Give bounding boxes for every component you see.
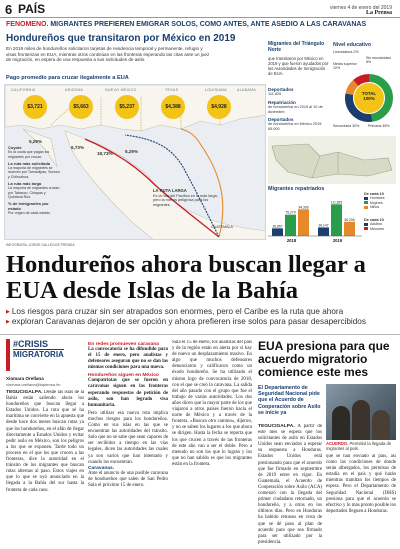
bar-value-label: 75,279	[285, 210, 296, 215]
state-label: LOUISIANA	[205, 88, 227, 92]
bar-honduras-2019	[331, 204, 342, 236]
crisis-logo	[6, 339, 64, 371]
bar-value-label: 111,825	[330, 200, 343, 205]
photo-figure	[372, 410, 390, 440]
bar-legend-title: De cada 10	[364, 218, 384, 222]
byline: Xiomara Orellana	[6, 376, 44, 381]
dateline: TEGUCIGALPA.	[258, 424, 295, 429]
bar-category-label: 2019	[332, 238, 343, 243]
side-article-lead: El Departamento de Seguridad Nacional pide que el Acuerdo de Cooperación sobre Asilo se inicie ya	[258, 385, 321, 416]
header-paper-name: La Prensa	[365, 10, 392, 16]
divider	[0, 334, 400, 335]
triangle-stat-label: Repatriación	[268, 100, 296, 105]
edu-label: Secundaria 30%	[333, 124, 360, 128]
bar-honduras-2018	[285, 215, 296, 236]
bar-value-label: 94,306	[298, 205, 309, 210]
deck-line: ▶ exploran Caravanas dejaron de ser opción y ahora prefieren irse solos para pasar desapercibidos	[6, 317, 398, 327]
photo-figure	[352, 400, 370, 440]
column-text: A partir de este mes se espera que los solicitantes de asilo en Estados Unidos sean enviados a esperar su respuesta a Honduras. Estados Unidos está presionando para que el acuerdo que fue firmado en septiembre de 2019 entre en vigor. En Guatemala, el Acuerdo de Cooperación sobre Asilo (ACA) comenzó con la llegada del primer ciudadano retornado, un hondureño, y a otros en los últimos días. Pero en Honduras ha habido retrasos en vista de que se dé paso al plan de acuerdo para que sea firmado para ser utilizado por la presidencia.	[258, 424, 322, 545]
caption-label: ACUERDO.	[326, 441, 349, 446]
state-label: TEXAS	[165, 88, 179, 92]
bar-legend-item: Adultos	[364, 222, 398, 226]
percent-label: 6,73%	[71, 145, 85, 150]
price-circle: $5,663	[69, 95, 93, 119]
article-column-2	[88, 340, 168, 546]
central-america-map	[268, 136, 396, 184]
article-column-3	[172, 340, 252, 546]
side-article-column-b	[326, 454, 396, 546]
column-text: Pero utilizar esa nueva ruta implica muchos riesgos para los hondureños. Como en sus islas en las que se encuentran las autoridades del tránsito. Solo que no se sabe que sean capaces de ser recibidos a tiempo en las vías legales, dicen las autoridades las cuales ya son varios que han intentado y cuando los encuentran.	[88, 410, 168, 465]
triangle-stat-label: Deportados	[268, 117, 294, 122]
side-article-title: EUA presiona para que acuerdo migratorio comience este mes	[258, 339, 390, 379]
bar-legend-title: De cada 10	[364, 192, 384, 196]
kicker	[6, 21, 396, 28]
bar-value-label: 26,857	[272, 224, 283, 229]
bar-legend-1	[364, 192, 398, 210]
bar-legend-2	[364, 218, 398, 231]
state-label: CALIFORNIA	[11, 88, 36, 92]
price-circle: $5,237	[115, 95, 139, 119]
percent-label: 18,73%	[97, 151, 113, 156]
triangle-stat	[268, 101, 330, 114]
infographic-intro: En 2019 miles de hondureños solicitaron tarjetas de residencia temporal y permanente, refugio y visas fronterizas en EUA, mientras otros continúan en las fronteras esperando las citas ante un juez de migración, en espera de una respuesta a sus solicitudes de asilo.	[6, 46, 210, 63]
bar-legend-item: Niños	[364, 205, 398, 209]
migration-map	[4, 84, 266, 240]
edu-label: Primaria 48%	[368, 124, 390, 128]
column-text: Ante el anuncio de una posible caravana de hondureños que salen de San Pedro Sula el próximo 15 de enero.	[88, 470, 168, 488]
article-column-1	[6, 390, 84, 546]
page-header	[0, 0, 400, 18]
bar-chart-title: Migrantes repatriados	[268, 186, 325, 192]
photo-caption	[326, 441, 396, 451]
triangle-stat	[268, 88, 330, 97]
photo-figure	[332, 406, 350, 440]
article-headline: Hondureños ahora buscan llegar a EUA desde Islas de la Bahía	[6, 251, 366, 304]
route-text: Es la ruta del Pacífico en la más larga, pero la menos peligrosa para los migrantes.	[153, 193, 218, 207]
note-text: La convocatoria se ha difundido para el 15 de enero, pero analistas y defensores aseguran que no se dan las mismas condiciones para una nueva.	[88, 347, 168, 371]
bar-chart	[268, 194, 362, 244]
kicker-text: MIGRANTES PREFIEREN EMIGRAR SOLOS, COMO ANTES, ANTE ASEDIO A LAS CARAVANAS	[50, 21, 367, 28]
bar-guatemala-2019	[344, 222, 355, 236]
route-note	[153, 189, 223, 207]
subhead: Caravanas.	[88, 465, 115, 471]
triangle-stat-value: de hondureños en 2019 al 10 de diciembre.	[268, 105, 323, 114]
crisis-logo-line1: #CRISIS	[13, 339, 49, 349]
legend-coyote-text: Es la cuota que pagan los migrantes por cruzar.	[8, 150, 50, 159]
edu-label: Sin escolaridad 8%	[366, 56, 391, 65]
article-deck	[6, 307, 398, 327]
price-circle: $4,928	[207, 95, 231, 119]
triangle-title: Migrantes del Triángulo Norte	[268, 41, 325, 53]
percent-label: 5,29%	[29, 139, 43, 144]
triangle-text: que transitaron por México en 2019 y que fueron ayudados por las Autoridades de Inmigración de EUA.	[268, 56, 329, 76]
note-title: En redes promueven caravana	[88, 342, 159, 347]
caption-text: Permitirá la llegada de migrantes al país.	[326, 441, 392, 451]
state-label: ARIZONA	[65, 88, 84, 92]
column-text: Desde las islas de la Bahía están saliendo ahora los hondureños que buscan llegar a Estados Unidos. La ruta que sé ha marítima se convierte en la apuesta que desde hace dos meses buscan rutas ya que los hondureños, en el afán de llegar directamente a Estados Unidos y evitar pedir asilo en México, son los peligros a los que se exponen. Tarde todo un proceso en el que los que crucen a las fronteras, dice la autoridad en el tránsito de los migrantes que buscan rutas alternas al paso. Estos viajes en que lo que se oyó anunciado en la llegada a la Bahía del sur hasta la frontera de cada caso.	[6, 390, 84, 493]
bar-el-salvador-2019	[318, 227, 329, 236]
note-title: Hondureños siguen en México	[88, 373, 159, 379]
column-text: que se han enviado al país, así como las condiciones de donde serán albergados, los permisos de estadía en el país y qué harán mientras tramitan los tiempos de espera. Pero el Departamento de Seguridad Nacional (DHS) presiona para que el acuerdo se efectivo y lo más pronto posible los deportados lleguen a Honduras.	[326, 454, 396, 514]
state-label: ALABAMA	[237, 88, 257, 92]
bar-value-label: 30,147	[318, 223, 329, 228]
percent-label: 5,29%	[125, 149, 139, 154]
education-title: Nivel educativo	[333, 42, 372, 48]
bar-guatemala-2018	[298, 209, 309, 236]
price-circle: $4,388	[161, 95, 185, 119]
deck-line: ▶ Los riesgos para cruzar sin ser atrapados son enormes, pero el Caribe es la ruta que ahora	[6, 307, 398, 317]
kicker-label: FENÓMENO.	[6, 21, 49, 28]
legend-mid-title: La ruta más solicitada	[8, 160, 51, 166]
legend-pct-note: % de inmigrantes por estado	[8, 201, 49, 211]
note-text: Compatriotas que se fueron en caravanas siguen en las fronteras esperando respuestas de petición de asilo, son han legrado visa humanitaria.	[88, 378, 168, 408]
legend-sea-text: La mayoría de migrantes cruzan por Tabasco, Chiapas y Quintana Roo.	[8, 186, 60, 199]
central-america-shapes	[268, 136, 396, 184]
bar-el-salvador-2018	[272, 228, 283, 236]
header-date: viernes 4 de enero del 2019	[330, 5, 392, 11]
page-number: 6	[5, 2, 13, 17]
route-title: LA RUTA LARGA	[153, 188, 187, 193]
donut-total: TOTAL 100%	[361, 91, 377, 101]
state-label: NUEVO MÉXICO	[105, 88, 137, 92]
crisis-logo-line2: MIGRATORIA	[13, 350, 64, 359]
legend-mid-text: La mayoría de migrantes se mueven por Tamaulipas, Sonora y Chihuahua.	[8, 166, 60, 179]
legend-pct-note-2: Por origen de cada estado	[8, 210, 51, 215]
bar-legend-item: Hombres	[364, 196, 398, 200]
triangle-stat-label: Deportados	[268, 87, 294, 92]
bar-value-label: 50,206	[344, 217, 355, 222]
legend-coyote-title: Coyote	[8, 145, 22, 150]
triangle-stat-value: de hondureños en México 2019: 65,000	[268, 122, 323, 131]
bar-legend-item: Mujeres	[364, 201, 398, 205]
edu-label: Licenciatura 2%	[333, 50, 359, 54]
guatemala-label: GUATEMALA	[211, 225, 233, 229]
bar-category-label: 2018	[286, 238, 297, 243]
infographic-title: Hondureños que transitaron por México en 2019	[6, 33, 236, 44]
column-text: Sula el 15 de enero, los analistas del país y de la región están en alerta por si hay de nuevo un desplazamiento masivo. En algo que muchos defensores denunciaron y calificaron como un éxodo hondureño. Se ha utilizado el mismo logo de convocatoria de 2018, con el que se creó la caravana. La salida del año pasado con el grupo que fue el trabajo de varias autoridades. Los dos años dicen que la mayor parte de los que viajaron a otros países fueron hacia el norte de México y a través de la frontera. «Buscan otro camino», dijeron, y no se saben los lugares a los que ahora se dirigen. Hasta la fecha se reporta que los que crucen a través de las fronteras de este año van a ser el doble. Pero a menudo no son los que lo logran y los que no han sabido es que los migrantes están en la frontera.	[172, 340, 252, 467]
infographic-credit: INFOGRAFÍA: JORGE GALLEGOS PRENSA	[6, 243, 75, 247]
bar-legend-item: Menores	[364, 227, 398, 231]
side-article-column-a	[258, 424, 322, 546]
flow-label: Pago promedio para cruzar ilegalmente a EUA	[6, 75, 129, 81]
dateline: TEGUCIGALPA.	[6, 390, 43, 395]
triangle-stat-value: 111,825	[268, 92, 282, 97]
side-article-photo	[326, 384, 396, 440]
legend-sea-title: La ruta más larga	[8, 181, 42, 187]
map-legend	[8, 143, 60, 215]
section-name: PAÍS	[18, 2, 46, 16]
edu-label: Media superior 10%	[333, 62, 357, 71]
byline-email: xiomara.orellana@laprensa.hn	[6, 382, 61, 387]
triangle-stat	[268, 118, 330, 131]
price-circle: $3,721	[23, 95, 47, 119]
